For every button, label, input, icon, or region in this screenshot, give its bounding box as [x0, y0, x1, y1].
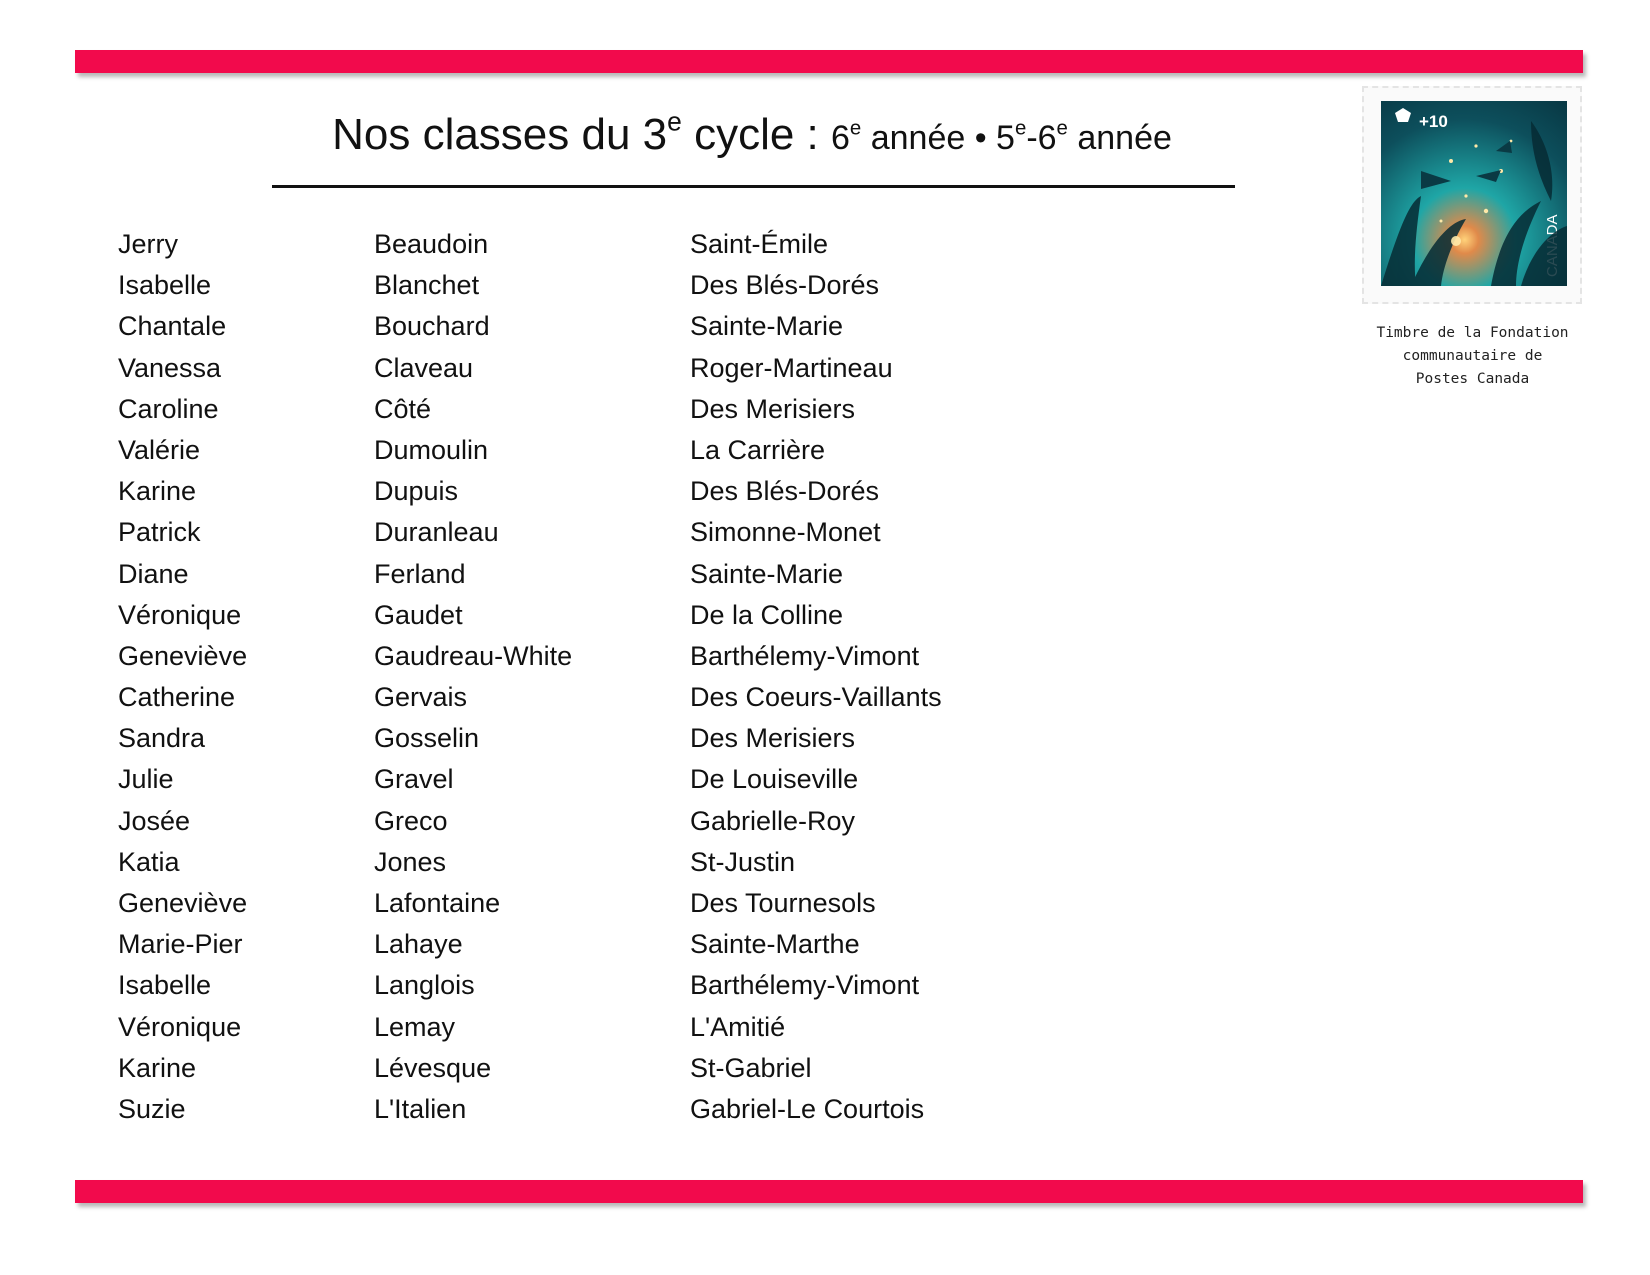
last-name-cell: Bouchard	[374, 311, 490, 342]
first-name-cell: Geneviève	[118, 888, 248, 918]
last-name-cell: Duranleau	[374, 517, 499, 548]
first-name-cell: Chantale	[118, 311, 227, 342]
last-name-cell: Lévesque	[374, 1052, 492, 1083]
last-name-cell: Jones	[374, 846, 447, 877]
school-name-cell: Roger-Martineau	[690, 352, 893, 383]
stamp-value: +10	[1419, 112, 1448, 131]
first-name-cell: Caroline	[118, 393, 219, 424]
first-name-cell: Karine	[118, 1052, 197, 1083]
stamp-caption-line: Postes Canada	[1415, 371, 1530, 387]
last-name-cell: Côté	[374, 393, 432, 424]
first-name-cell: Véronique	[118, 599, 242, 630]
school-name-cell: Sainte-Marie	[690, 558, 844, 589]
school-name-cell: Gabrielle-Roy	[690, 805, 856, 836]
last-name-cell: Dumoulin	[374, 434, 489, 465]
first-name-cell: Isabelle	[118, 970, 212, 1001]
last-name-cell: Gaudreau-White	[374, 640, 573, 671]
stamp-caption	[1350, 322, 1595, 391]
title-underline	[272, 185, 1235, 188]
first-name-cell: Patrick	[118, 517, 201, 548]
last-name-cell: Gravel	[374, 764, 454, 795]
first-name-cell: Catherine	[118, 682, 236, 713]
schools-column	[690, 224, 942, 1130]
top-accent-bar	[75, 50, 1583, 73]
stamp-artwork	[1381, 101, 1567, 286]
school-name-cell: De la Colline	[690, 599, 844, 630]
school-name-cell: Saint-Émile	[690, 229, 829, 259]
first-name-cell: Jerry	[118, 229, 178, 259]
school-name-cell: Sainte-Marthe	[690, 929, 860, 960]
postage-stamp	[1362, 86, 1582, 304]
page-title	[272, 106, 1232, 160]
last-name-cell: Lafontaine	[374, 888, 501, 918]
school-name-cell: St-Justin	[690, 846, 796, 877]
last-name-cell: Lahaye	[374, 929, 463, 960]
last-names-column	[374, 224, 572, 1130]
first-name-cell: Suzie	[118, 1093, 186, 1124]
school-name-cell: St-Gabriel	[690, 1052, 812, 1083]
dragonfly-shapes	[1421, 141, 1512, 189]
first-name-cell: Véronique	[118, 1011, 242, 1042]
first-name-cell: Valérie	[118, 434, 201, 465]
stamp-caption-line: Timbre de la Fondation	[1376, 325, 1569, 341]
last-name-cell: Gaudet	[374, 599, 463, 630]
school-name-cell: Gabriel-Le Courtois	[690, 1093, 925, 1124]
school-name-cell: Des Blés-Dorés	[690, 476, 880, 507]
title-subtitle: 6e année • 5e-6e année	[831, 117, 1172, 157]
first-name-cell: Katia	[118, 846, 180, 877]
last-name-cell: Greco	[374, 805, 448, 836]
maple-leaf-icon	[1395, 108, 1411, 122]
school-name-cell: Des Coeurs-Vaillants	[690, 682, 942, 713]
last-name-cell: Lemay	[374, 1011, 456, 1042]
school-name-cell: Des Tournesols	[690, 888, 876, 918]
grass-silhouette	[1381, 121, 1567, 286]
school-name-cell: Barthélemy-Vimont	[690, 970, 920, 1001]
stamp-caption-line: communautaire de	[1402, 348, 1543, 364]
school-name-cell: La Carrière	[690, 434, 826, 465]
school-name-cell: Des Merisiers	[690, 393, 856, 424]
school-name-cell: Sainte-Marie	[690, 311, 844, 342]
last-name-cell: Gosselin	[374, 723, 480, 754]
first-name-cell: Vanessa	[118, 352, 222, 383]
bottom-accent-bar	[75, 1180, 1583, 1203]
first-names-column	[118, 224, 247, 1130]
last-name-cell: Ferland	[374, 558, 466, 589]
last-name-cell: L'Italien	[374, 1093, 467, 1124]
school-name-cell: Barthélemy-Vimont	[690, 640, 920, 671]
first-name-cell: Karine	[118, 476, 197, 507]
first-name-cell: Isabelle	[118, 270, 212, 301]
last-name-cell: Claveau	[374, 352, 474, 383]
first-name-cell: Josée	[118, 805, 191, 836]
school-name-cell: Des Blés-Dorés	[690, 270, 880, 301]
school-name-cell: L'Amitié	[690, 1011, 786, 1042]
last-name-cell: Dupuis	[374, 476, 459, 507]
school-name-cell: De Louiseville	[690, 764, 859, 795]
first-name-cell: Sandra	[118, 723, 206, 754]
title-main: Nos classes du 3e cycle :	[332, 106, 831, 159]
first-name-cell: Geneviève	[118, 640, 248, 671]
school-name-cell: Simonne-Monet	[690, 517, 881, 548]
first-name-cell: Diane	[118, 558, 189, 589]
school-name-cell: Des Merisiers	[690, 723, 856, 754]
first-name-cell: Julie	[118, 764, 174, 795]
first-name-cell: Marie-Pier	[118, 929, 243, 960]
last-name-cell: Langlois	[374, 970, 475, 1001]
last-name-cell: Gervais	[374, 682, 468, 713]
last-name-cell: Beaudoin	[374, 229, 489, 259]
last-name-cell: Blanchet	[374, 270, 480, 301]
